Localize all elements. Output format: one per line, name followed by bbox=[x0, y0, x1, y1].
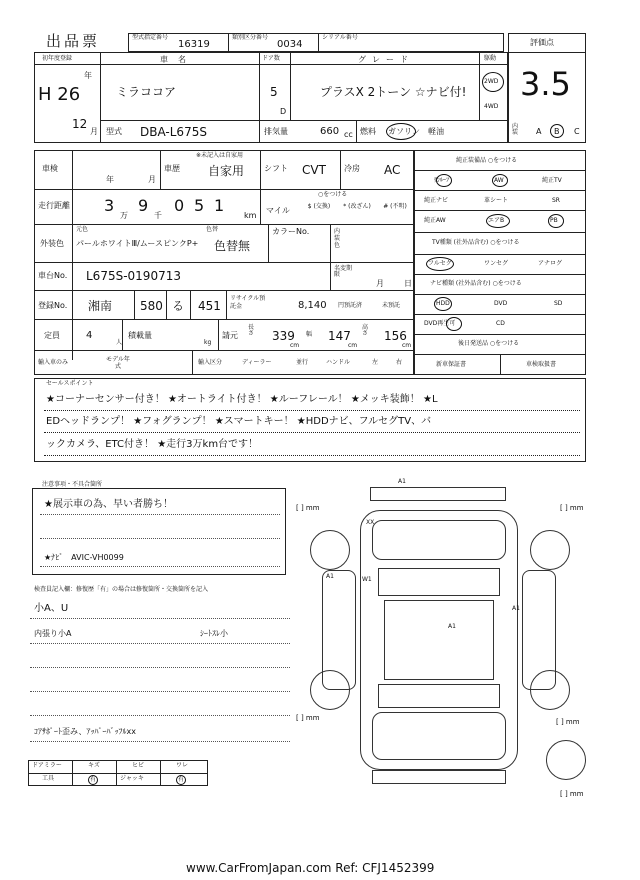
mileage-digit-2: 9 bbox=[138, 196, 149, 215]
score-value: 3.5 bbox=[520, 65, 571, 103]
chassis-value: L675S-0190713 bbox=[86, 269, 181, 283]
rear-left-tire bbox=[310, 670, 350, 710]
reg-class: 580 bbox=[140, 299, 163, 313]
first-reg-month: 12 bbox=[72, 117, 88, 131]
front-left-tire bbox=[310, 530, 350, 570]
sales-line-1: ★コーナーセンサー付き！ ★オートライト付き！ ★ルーフレール！ ★メッキ装飾！ ★L bbox=[46, 394, 438, 405]
reg-number: 451 bbox=[198, 299, 221, 313]
mileage-label: 走行距離 bbox=[38, 201, 70, 210]
tailgate bbox=[372, 712, 506, 760]
drive-2wd: 2WD bbox=[484, 78, 499, 85]
reg-kana: る bbox=[172, 299, 185, 313]
tv-analog: アナログ bbox=[538, 260, 563, 267]
grade-label: グレード bbox=[358, 55, 414, 64]
mm-label-spare: [ ] mm bbox=[560, 790, 584, 798]
paint-label: 色替 bbox=[206, 226, 219, 233]
navi-dvd: DVD bbox=[494, 300, 508, 307]
inspector-line-1: 小A、U bbox=[34, 603, 69, 614]
mileage-digit-1: 3 bbox=[104, 196, 115, 215]
inspector-line-6: ｺｱｻﾎﾟｰﾄ歪み、ｱｯﾊﾟｰﾊﾞｯﾌﾙxx bbox=[34, 727, 136, 736]
sales-label: セールスポイント bbox=[46, 380, 94, 387]
navi-cd: CD bbox=[496, 320, 505, 327]
car-name-label: 車名 bbox=[160, 55, 196, 64]
height-value: 156 bbox=[384, 329, 407, 343]
doors-label: ドア数 bbox=[262, 55, 280, 62]
interior-color-label: 内装色 bbox=[334, 228, 341, 250]
recycle-label: リサイクル預託金 bbox=[230, 295, 266, 310]
ac-value: AC bbox=[384, 163, 401, 177]
tv-oneseg: ワンセグ bbox=[484, 260, 509, 267]
later-manual: 車検取扱書 bbox=[526, 361, 557, 368]
handle-right: 右 bbox=[396, 359, 403, 366]
class-label: 類別区分番号 bbox=[232, 34, 269, 41]
doors-type: D bbox=[280, 107, 287, 116]
mm-label-fl: [ ] mm bbox=[296, 504, 320, 512]
bt-jack-value: 有 bbox=[178, 776, 185, 783]
fuel-label: 燃料 bbox=[360, 127, 376, 136]
sales-line-2: EDヘッドランプ！ ★フォグランプ！ ★スマートキー！ ★HDDナビ、フルセグTV、バ bbox=[46, 416, 432, 427]
year-unit: 年 bbox=[84, 71, 92, 80]
equip-aw-top: AW bbox=[494, 177, 504, 184]
class-value: 0034 bbox=[277, 39, 303, 50]
notes-line-1: ★展示車の為、早い者勝ち！ bbox=[44, 499, 173, 510]
req-label: 請元 bbox=[222, 331, 238, 340]
equip-leather: 革シート bbox=[484, 197, 509, 204]
equip-sr: SR bbox=[552, 197, 560, 204]
roof bbox=[384, 600, 494, 680]
capacity-value: 4 bbox=[86, 330, 93, 341]
inspection-month-unit: 月 bbox=[148, 175, 156, 184]
load-label: 積載量 bbox=[128, 331, 152, 340]
reg-label: 登録No. bbox=[38, 301, 68, 310]
equip-aw: 純正AW bbox=[424, 217, 446, 224]
interior-c: C bbox=[574, 127, 580, 136]
navi-sd: SD bbox=[554, 300, 563, 307]
mm-unit-rl: mm bbox=[305, 714, 320, 722]
disp-unit: cc bbox=[344, 130, 353, 139]
type-code: DBA-L675S bbox=[140, 125, 207, 139]
capacity-unit: 人 bbox=[116, 339, 123, 346]
bt-header-scratch: キズ bbox=[88, 762, 100, 769]
navi-title: ナビ種類 (社外品含む) ○をつける bbox=[430, 280, 522, 287]
length-unit: cm bbox=[290, 342, 300, 349]
spare-tire bbox=[546, 740, 586, 780]
import-class-label: 輸入区分 bbox=[198, 359, 223, 366]
mileage-man: 万 bbox=[120, 211, 128, 220]
inspector-line-2-extra: ｼｰﾄｽﾚ小 bbox=[200, 629, 228, 638]
navi-hdd: HDD bbox=[436, 300, 450, 307]
equip-pw: エアB bbox=[488, 217, 505, 224]
mileage-km: km bbox=[244, 211, 257, 220]
mileage-unknown: # (不明) bbox=[383, 203, 407, 210]
usage-note: ※未記入は自家用 bbox=[196, 152, 244, 159]
fuel-gas: ガソリン bbox=[388, 127, 420, 136]
navi-dvd-player: DVD再生可 bbox=[424, 320, 456, 327]
reg-area: 湘南 bbox=[88, 299, 113, 313]
doors-value: 5 bbox=[270, 85, 278, 99]
mm-label-fr: [ ] mm bbox=[560, 504, 584, 512]
usage-label: 車歴 bbox=[164, 164, 180, 173]
mileage-note: ○をつける bbox=[318, 191, 348, 198]
shift-value: CVT bbox=[302, 163, 326, 177]
sales-line-3: ックカメラ、ETC付き！ ★走行3万km台です！ bbox=[46, 439, 259, 450]
orig-color: パールホワイトⅢ/ムースピンクP+ bbox=[76, 239, 199, 248]
equip-pb: PB bbox=[550, 217, 558, 224]
interior-a: A bbox=[536, 127, 542, 136]
sheet-title: 出品票 bbox=[46, 32, 101, 50]
orig-color-label: 元色 bbox=[76, 226, 89, 233]
car-name: ミラココア bbox=[116, 85, 177, 99]
name-change-month: 月 bbox=[376, 279, 384, 288]
mark-front-bumper: A1 bbox=[398, 478, 406, 485]
height-label: 高さ bbox=[362, 324, 369, 337]
drive-label: 駆動 bbox=[484, 55, 497, 62]
color-label: 外装色 bbox=[40, 239, 64, 248]
mark-left-front: A1 bbox=[326, 573, 334, 580]
mark-right-side: A1 bbox=[512, 605, 520, 612]
mileage-tampered: * (改ざん) bbox=[343, 203, 371, 210]
later-warranty: 新車保証書 bbox=[436, 361, 467, 368]
notes-label: 注意事項・不具合箇所 bbox=[42, 481, 103, 488]
bt-tools-label: 工具 bbox=[42, 775, 55, 782]
mileage-digit-4: 5 bbox=[194, 196, 205, 215]
shift-label: シフト bbox=[264, 164, 288, 173]
rear-window bbox=[378, 684, 500, 708]
equip-sunroof: ｻﾝﾙｰﾌ bbox=[434, 177, 450, 184]
bt-header-crack: ヒビ bbox=[132, 762, 145, 769]
equip-navi: 純正ナビ bbox=[424, 197, 449, 204]
import-parallel: 並行 bbox=[296, 359, 309, 366]
mileage-digit-3: 0 bbox=[174, 196, 185, 215]
front-right-tire bbox=[530, 530, 570, 570]
width-label: 幅 bbox=[306, 331, 313, 338]
handle-label: ハンドル bbox=[326, 359, 351, 366]
ac-label: 冷房 bbox=[344, 164, 360, 173]
recycle-value: 8,140 bbox=[298, 300, 327, 311]
drive-4wd: 4WD bbox=[484, 103, 499, 110]
mm-unit-fr: mm bbox=[569, 504, 584, 512]
import-dealer: ディーラー bbox=[242, 359, 272, 366]
score-label: 評価点 bbox=[530, 38, 554, 47]
bt-header-break: ワレ bbox=[176, 762, 189, 769]
chassis-label: 車台No. bbox=[38, 271, 68, 280]
footer-watermark: www.CarFromJapan.com Ref: CFJ1452399 bbox=[186, 861, 435, 875]
first-reg-label: 初年度登録 bbox=[42, 55, 73, 62]
bt-tools-value: 有 bbox=[90, 776, 97, 783]
mm-unit-spare: mm bbox=[569, 790, 584, 798]
mm-unit-rr: mm bbox=[565, 718, 580, 726]
recycle-unit: 円預託済 bbox=[338, 302, 363, 309]
length-value: 339 bbox=[272, 329, 295, 343]
mileage-digit-5: 1 bbox=[214, 196, 225, 215]
inspection-label: 車検 bbox=[42, 164, 58, 173]
mark-hood: XX bbox=[366, 519, 375, 526]
later-title: 後日発送品 ○をつける bbox=[458, 340, 520, 347]
first-reg-year: H 26 bbox=[38, 84, 81, 105]
type-label: 型式 bbox=[106, 127, 122, 136]
disp-value: 660 bbox=[320, 126, 340, 137]
notes-line-3: ★ﾅﾋﾞ AVIC-VH0099 bbox=[44, 553, 124, 562]
recycle-unpaid: 未預託 bbox=[382, 302, 401, 309]
model-cert-value: 16319 bbox=[178, 39, 210, 50]
model-year-label: モデル年式 bbox=[106, 356, 130, 371]
mileage-exchange: $ (交換) bbox=[307, 203, 331, 210]
name-change-day: 日 bbox=[404, 279, 412, 288]
usage-value: 自家用 bbox=[208, 164, 245, 178]
width-value: 147 bbox=[328, 329, 351, 343]
disp-label: 排気量 bbox=[264, 127, 288, 136]
model-cert-label: 型式指定番号 bbox=[132, 34, 169, 41]
inspector-label: 検査員記入欄：修復歴「有」の場合は修復箇所・交換箇所を記入 bbox=[34, 586, 209, 593]
tv-title: TV種類 (社外品含む) ○をつける bbox=[432, 239, 520, 246]
month-unit: 月 bbox=[90, 127, 98, 136]
interior-label: 内装 bbox=[512, 123, 519, 136]
hood bbox=[372, 520, 506, 560]
grade-value: プラスX 2トーン ☆ナビ付! bbox=[320, 85, 467, 99]
mm-label-rr: [ ] mm bbox=[556, 718, 580, 726]
mileage-sen: 千 bbox=[154, 211, 162, 220]
rear-right-tire bbox=[530, 670, 570, 710]
bt-jack-label: ジャッキ bbox=[120, 775, 144, 782]
capacity-label: 定員 bbox=[44, 331, 60, 340]
height-unit: cm bbox=[402, 342, 412, 349]
length-label: 長さ bbox=[248, 324, 255, 337]
mark-windshield: W1 bbox=[362, 576, 372, 583]
interior-b: B bbox=[554, 127, 560, 136]
mileage-mile: マイル bbox=[266, 206, 290, 215]
mm-label-rl: [ ] mm bbox=[296, 714, 320, 722]
tv-fullseg: フルセグ bbox=[428, 260, 452, 267]
mark-roof: A1 bbox=[448, 623, 456, 630]
windshield bbox=[378, 568, 500, 596]
rear-bumper bbox=[372, 770, 506, 784]
equip-tv: 純正TV bbox=[542, 177, 562, 184]
mm-unit-fl: mm bbox=[305, 504, 320, 512]
serial-label: シリアル番号 bbox=[322, 34, 358, 41]
import-label: 輸入車のみ bbox=[38, 359, 69, 366]
inspection-year-unit: 年 bbox=[106, 175, 114, 184]
width-unit: cm bbox=[348, 342, 358, 349]
name-change-label: 名変期限 bbox=[334, 265, 353, 278]
fuel-diesel: 軽油 bbox=[428, 127, 444, 136]
color-no-label: カラーNo. bbox=[272, 227, 310, 236]
bt-header-mirror: ドアミラー bbox=[32, 762, 62, 769]
handle-left: 左 bbox=[372, 359, 379, 366]
front-bumper bbox=[370, 487, 506, 501]
equip-title: 純正装備品 ○をつける bbox=[456, 157, 518, 164]
inspector-line-2: 内張り小A bbox=[34, 629, 72, 638]
load-unit: kg bbox=[204, 339, 212, 346]
paint-value: 色替無 bbox=[214, 239, 251, 253]
